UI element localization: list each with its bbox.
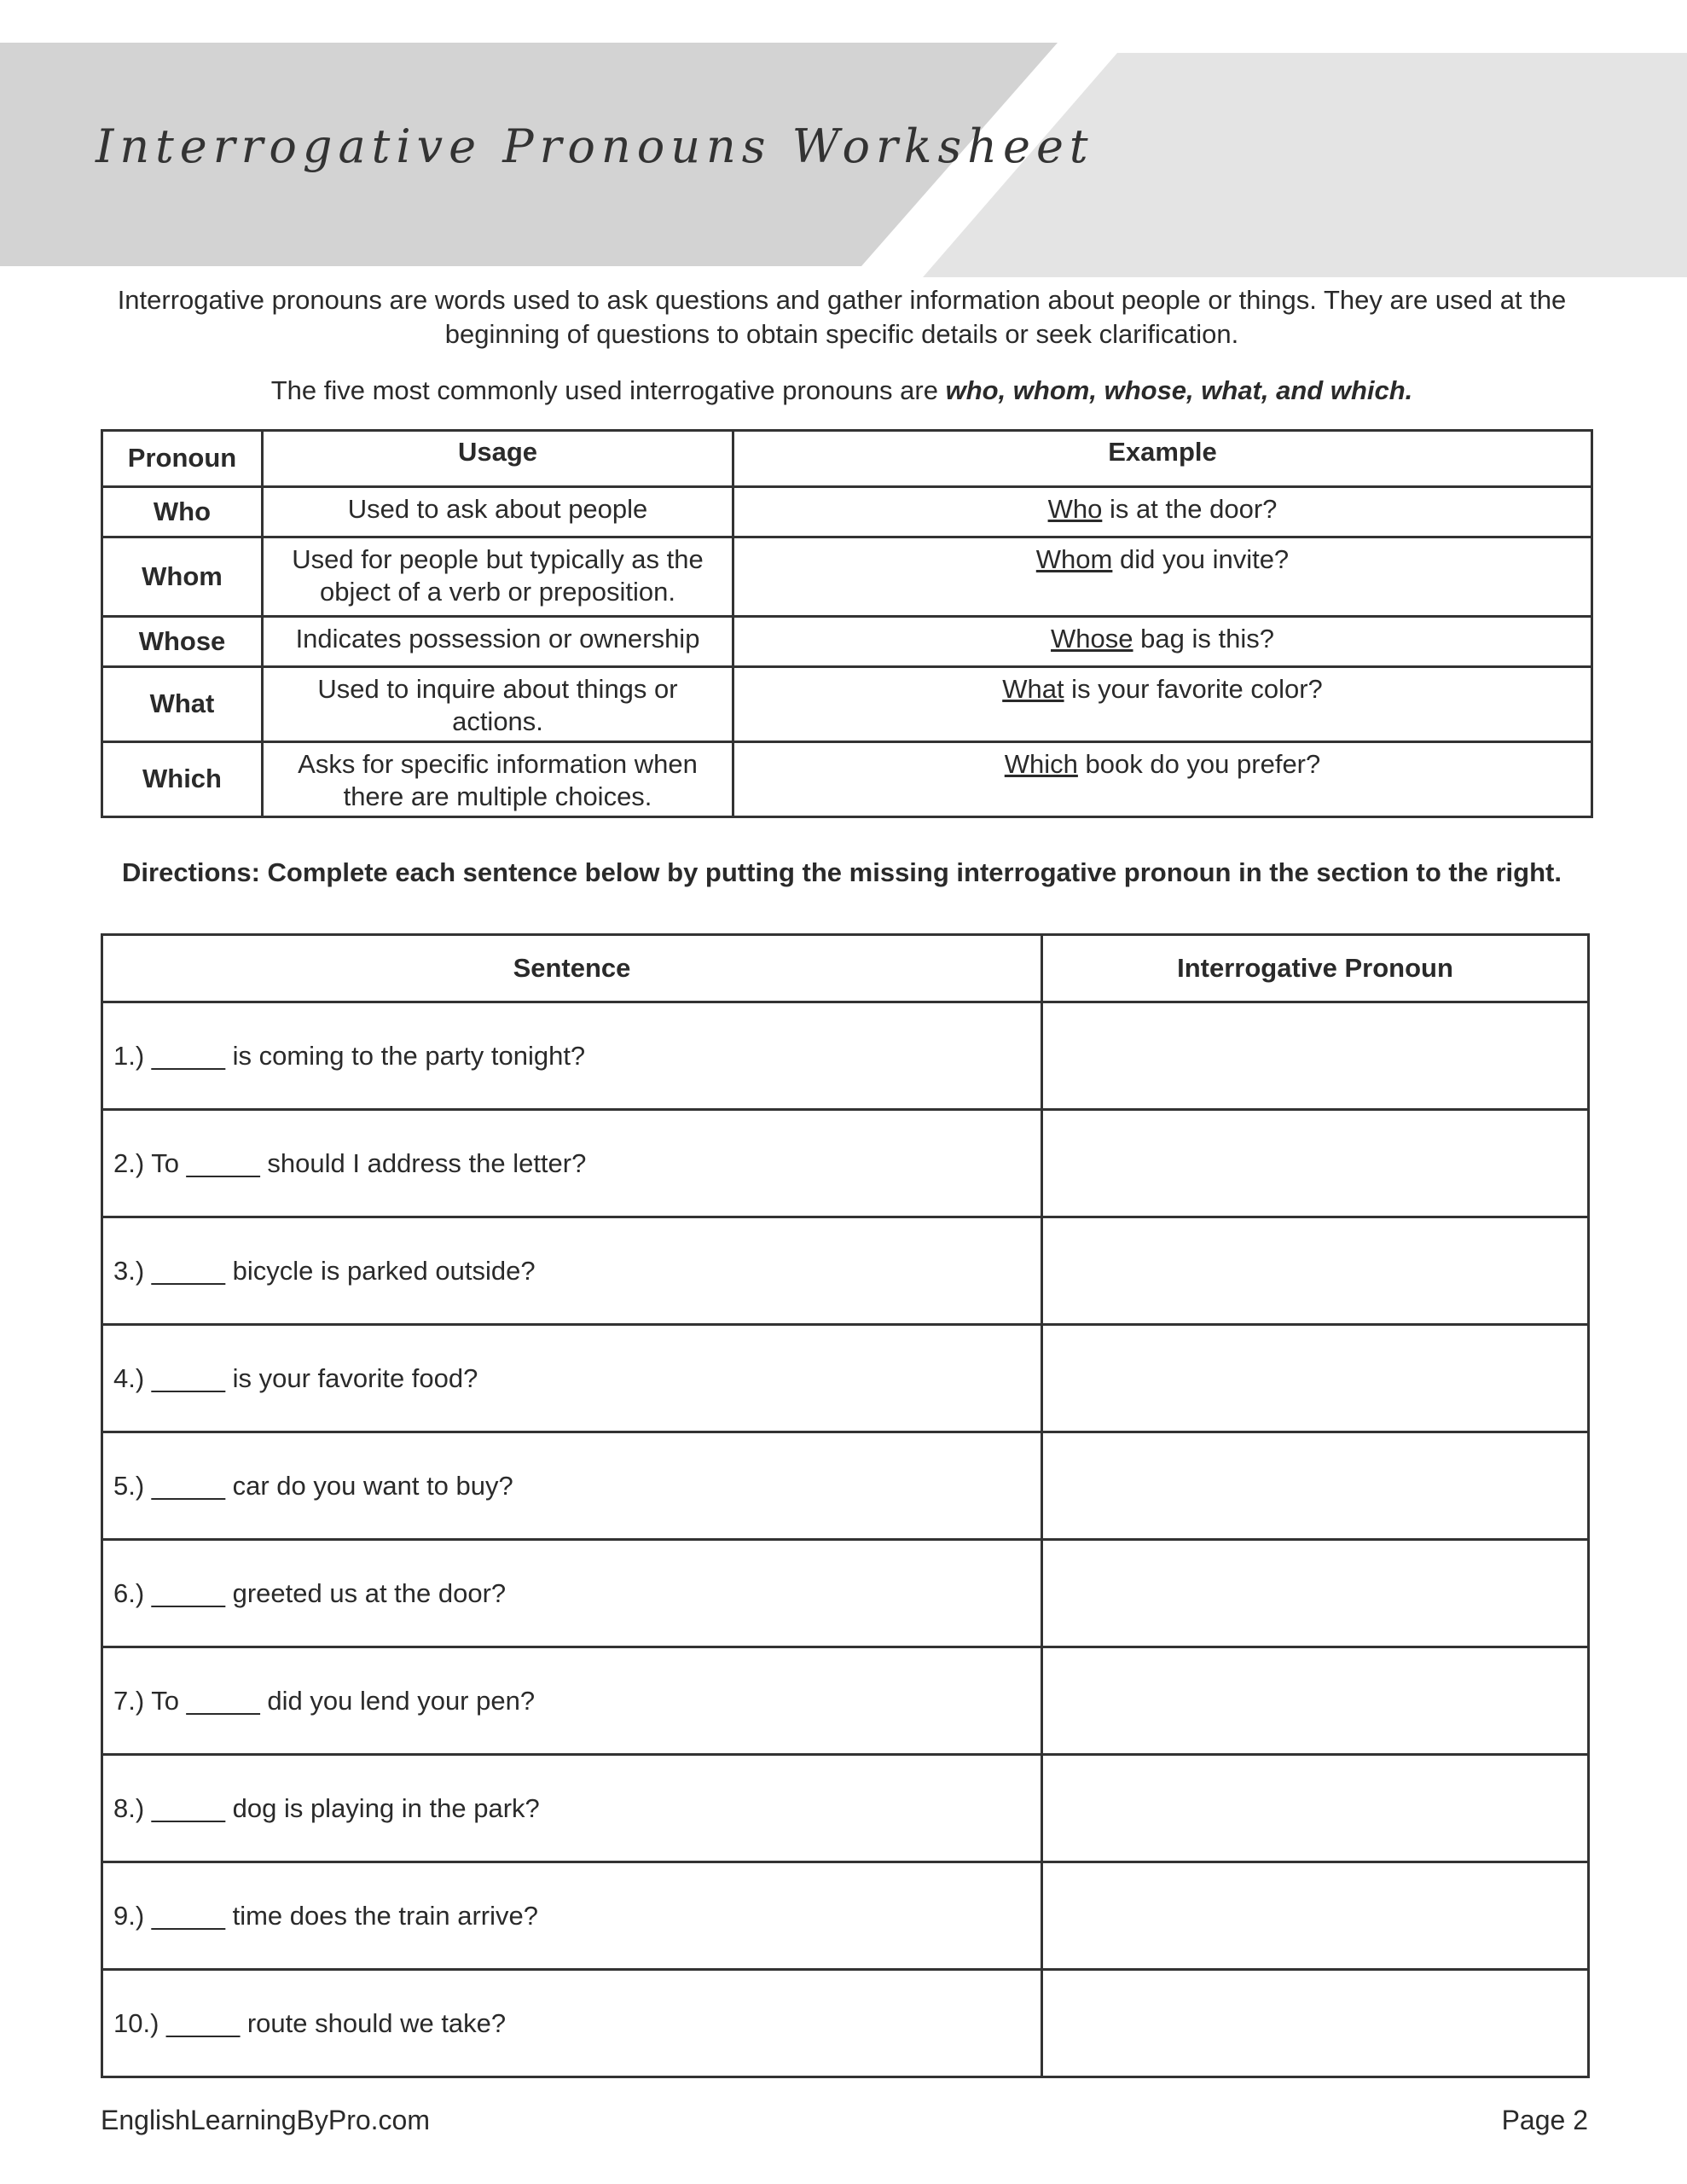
- reference-row-whose: [102, 617, 1592, 667]
- example-rest: book do you prefer?: [1077, 749, 1321, 779]
- example-rest: is at the door?: [1102, 494, 1278, 524]
- sentence-cell: 8.) _____ dog is playing in the park?: [102, 1755, 1042, 1862]
- usage-cell: Used to inquire about things or actions.: [263, 667, 733, 742]
- example-rest: bag is this?: [1133, 624, 1274, 653]
- five-pronouns-line: [96, 375, 1588, 406]
- usage-cell: Used to ask about people: [263, 487, 733, 537]
- sentence-cell: 10.) _____ route should we take?: [102, 1970, 1042, 2077]
- intro-paragraph: Interrogative pronouns are words used to ask questions and gather information about people or things. They are used at the beginning of questions to obtain specific details or seek clarification.: [117, 285, 1567, 349]
- header-usage: Usage: [263, 431, 733, 487]
- five-pronouns-list: who, whom, whose, what, and which.: [945, 375, 1413, 405]
- reference-table: [101, 429, 1593, 818]
- sentence-cell: 4.) _____ is your favorite food?: [102, 1325, 1042, 1432]
- reference-row-whom: [102, 537, 1592, 617]
- example-pronoun: What: [1002, 674, 1064, 704]
- answer-cell[interactable]: [1042, 1755, 1589, 1862]
- example-pronoun: Whose: [1051, 624, 1133, 653]
- example-rest: is your favorite color?: [1064, 674, 1323, 704]
- sentence-cell: 5.) _____ car do you want to buy?: [102, 1432, 1042, 1540]
- example-cell: [733, 537, 1592, 617]
- answer-cell[interactable]: [1042, 1970, 1589, 2077]
- worksheet-row: [102, 1217, 1589, 1325]
- reference-row-what: [102, 667, 1592, 742]
- sentence-cell: 7.) To _____ did you lend your pen?: [102, 1647, 1042, 1755]
- worksheet-row: [102, 1002, 1589, 1110]
- example-pronoun: Who: [1047, 494, 1103, 524]
- pronoun-cell: Whose: [102, 617, 263, 667]
- header-sentence: Sentence: [102, 935, 1042, 1002]
- example-pronoun: Whom: [1035, 544, 1113, 574]
- footer-site: EnglishLearningByPro.com: [101, 2105, 430, 2135]
- header-pronoun: Pronoun: [102, 431, 263, 487]
- answer-cell[interactable]: [1042, 1110, 1589, 1217]
- answer-cell[interactable]: [1042, 1647, 1589, 1755]
- page-title: Interrogative Pronouns Worksheet: [96, 119, 1094, 173]
- worksheet-row: [102, 1755, 1589, 1862]
- worksheet-header-row: [102, 935, 1589, 1002]
- worksheet-row: [102, 1432, 1589, 1540]
- pronoun-cell: What: [102, 667, 263, 742]
- worksheet-row: [102, 1647, 1589, 1755]
- answer-cell[interactable]: [1042, 1217, 1589, 1325]
- sentence-cell: 3.) _____ bicycle is parked outside?: [102, 1217, 1042, 1325]
- reference-row-which: [102, 742, 1592, 817]
- worksheet-row: [102, 1862, 1589, 1970]
- sentence-cell: 9.) _____ time does the train arrive?: [102, 1862, 1042, 1970]
- worksheet-row: [102, 1325, 1589, 1432]
- example-cell: [733, 487, 1592, 537]
- header-example: Example: [733, 431, 1592, 487]
- answer-cell[interactable]: [1042, 1862, 1589, 1970]
- five-pronouns-prefix: The five most commonly used interrogative pronouns are: [270, 375, 946, 405]
- answer-cell[interactable]: [1042, 1325, 1589, 1432]
- answer-cell[interactable]: [1042, 1002, 1589, 1110]
- usage-cell: Used for people but typically as the object of a verb or preposition.: [263, 537, 733, 617]
- pronoun-cell: Whom: [102, 537, 263, 617]
- reference-row-who: [102, 487, 1592, 537]
- footer-page-number: Page 2: [1501, 2105, 1588, 2135]
- example-cell: [733, 667, 1592, 742]
- answer-cell[interactable]: [1042, 1432, 1589, 1540]
- directions-text: Directions: Complete each sentence below by putting the missing interrogative pronoun in the section to the right.: [122, 857, 1562, 887]
- pronoun-cell: Which: [102, 742, 263, 817]
- sentence-cell: 2.) To _____ should I address the letter?: [102, 1110, 1042, 1217]
- pronoun-cell: Who: [102, 487, 263, 537]
- usage-cell: Asks for specific information when there are multiple choices.: [263, 742, 733, 817]
- example-rest: did you invite?: [1112, 544, 1290, 574]
- answer-cell[interactable]: [1042, 1540, 1589, 1647]
- worksheet-row: [102, 1110, 1589, 1217]
- worksheet-row: [102, 1540, 1589, 1647]
- sentence-cell: 1.) _____ is coming to the party tonight?: [102, 1002, 1042, 1110]
- reference-header-row: [102, 431, 1592, 487]
- worksheet-table: [101, 933, 1590, 2078]
- worksheet-row: [102, 1970, 1589, 2077]
- example-pronoun: Which: [1004, 749, 1078, 779]
- example-cell: [733, 742, 1592, 817]
- header-interrogative-pronoun: Interrogative Pronoun: [1042, 935, 1589, 1002]
- sentence-cell: 6.) _____ greeted us at the door?: [102, 1540, 1042, 1647]
- example-cell: [733, 617, 1592, 667]
- usage-cell: Indicates possession or ownership: [263, 617, 733, 667]
